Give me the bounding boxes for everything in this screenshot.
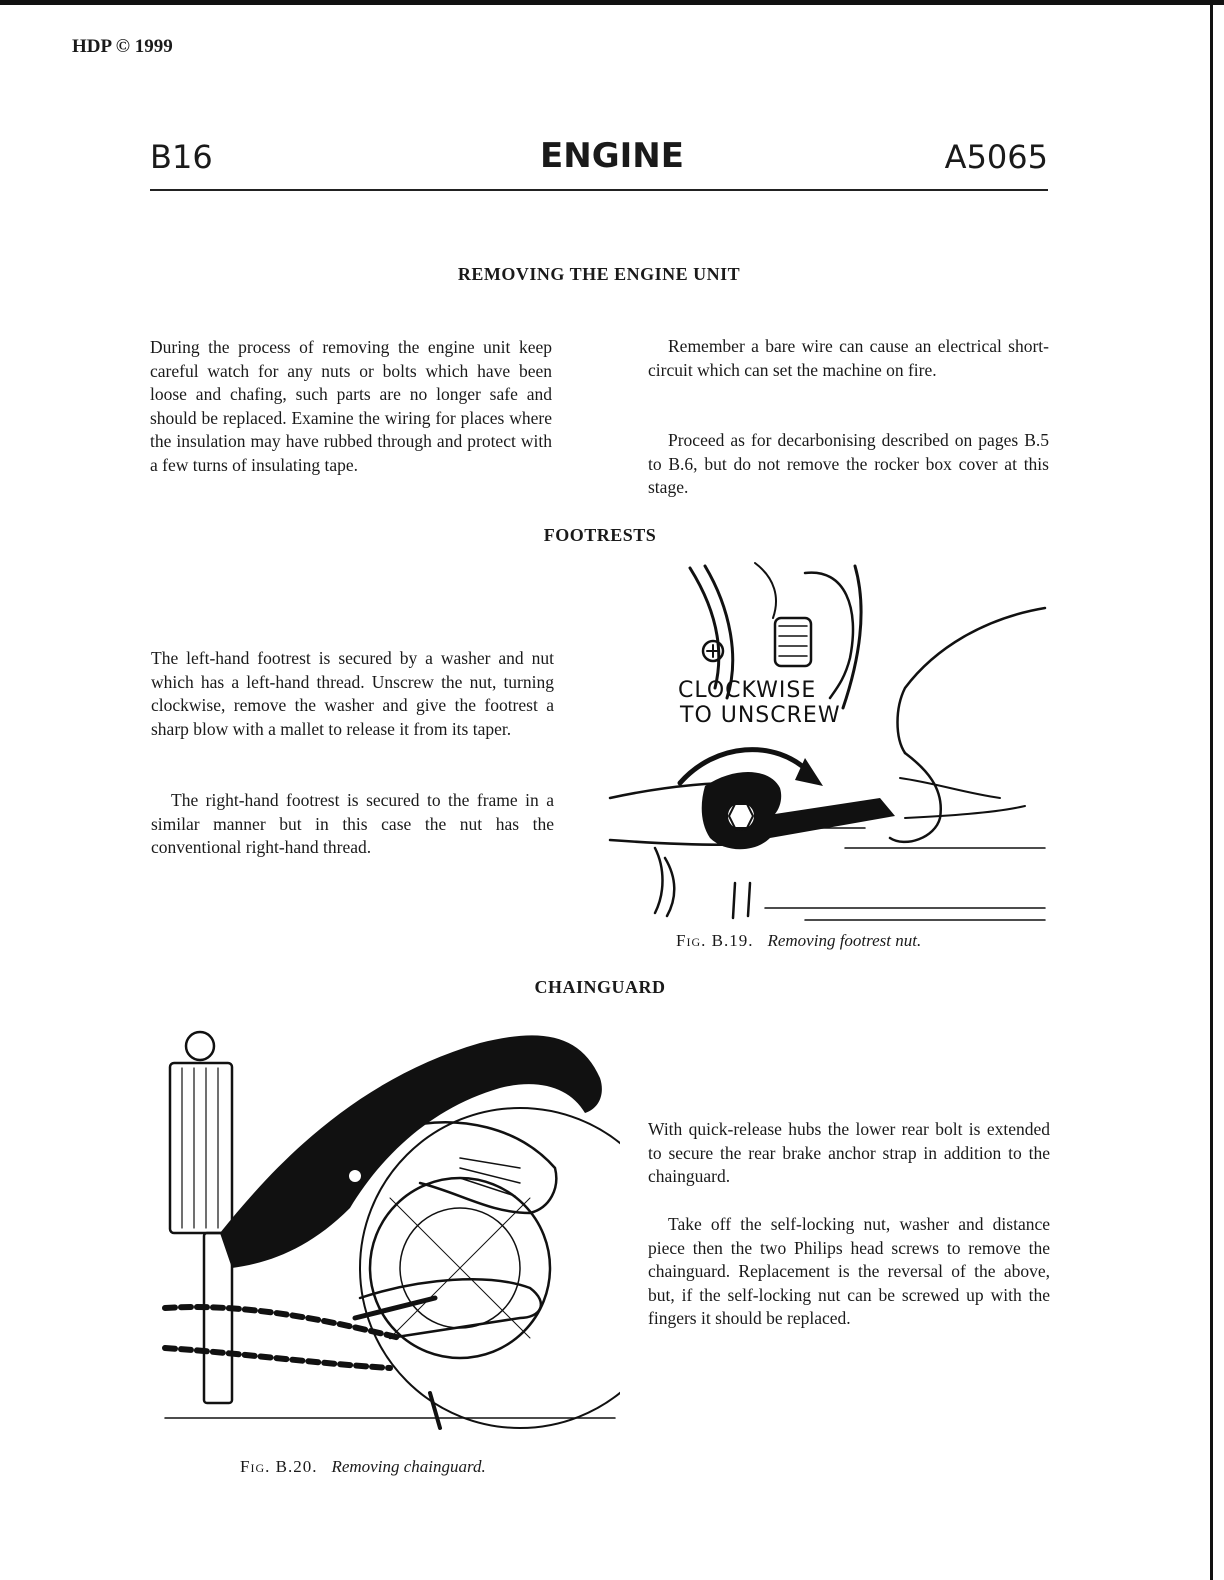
figure-b20-number: Fig. B.20. (240, 1457, 318, 1476)
removing-left-paragraph: During the process of removing the engine unit keep careful watch for any nuts or bolts which have been loose and chafing, such parts are no longer safe and should be replaced. Examine the wiring for places where the insulation may have rubbed through and protect with a few turns of insulating tape. (150, 337, 552, 475)
figure-b19-caption (676, 931, 921, 951)
removing-right-paragraph-2: Proceed as for decarbonising described on pages B.5 to B.6, but do not remove the rocker box cover at this stage. (648, 430, 1049, 498)
scan-top-border (0, 0, 1224, 5)
figure-b20-caption (240, 1457, 486, 1477)
chainguard-illustration (160, 1018, 620, 1438)
heading-chainguard: CHAINGUARD (534, 977, 666, 997)
figure-label-to-unscrew: TO UNSCREW (680, 703, 841, 728)
footrest-nut-illustration (605, 548, 1050, 928)
chainguard-paragraph-2: Take off the self-locking nut, washer and distance piece then the two Philips head screws to remove the chainguard. Replacement is the reversal of the above, but, if the self-locking nut can be screwed up with the fingers it should be replaced. (648, 1214, 1050, 1329)
chainguard-paragraph-1: With quick-release hubs the lower rear bolt is extended to secure the rear brake anchor strap in addition to the chainguard. (648, 1119, 1050, 1187)
footrests-paragraph-2: The right-hand footrest is secured to the frame in a similar manner but in this case the nut has the conventional right-hand thread. (151, 790, 554, 858)
heading-removing-engine-unit: REMOVING THE ENGINE UNIT (457, 264, 741, 284)
part-code: A5065 (944, 138, 1048, 176)
scan-right-border (1210, 0, 1213, 1580)
footrests-paragraph-1: The left-hand footrest is secured by a washer and nut which has a left-hand thread. Unscrew the nut, turning clockwise, remove the washer and give the footrest a sharp blow with a mallet to release it from its taper. (151, 648, 554, 739)
figure-b19-number: Fig. B.19. (676, 931, 754, 950)
figure-label-clockwise: CLOCKWISE (678, 678, 817, 703)
figure-b20-description: Removing chainguard. (331, 1457, 486, 1476)
figure-b19-description: Removing footrest nut. (767, 931, 922, 950)
copyright-notice: HDP © 1999 (72, 36, 173, 57)
section-number: B16 (150, 138, 213, 176)
heading-footrests: FOOTRESTS (543, 525, 657, 545)
removing-right-paragraph-1: Remember a bare wire can cause an electrical short-circuit which can set the machine on fire. (648, 336, 1049, 380)
page-title: ENGINE (540, 136, 684, 176)
header-rule (150, 189, 1048, 191)
